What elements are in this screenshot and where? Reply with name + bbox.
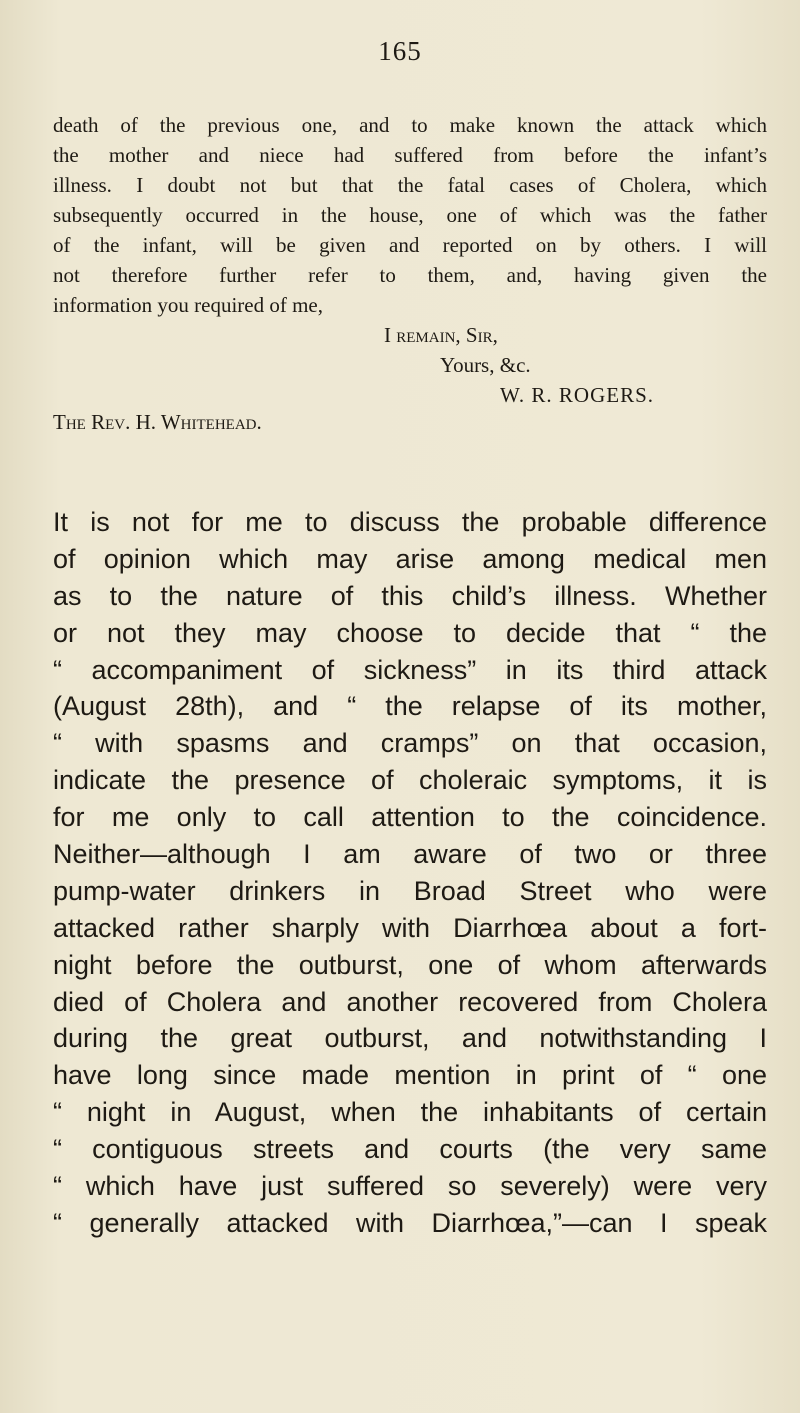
paragraph-line: during the great outburst, and notwithstanding I xyxy=(53,1023,767,1054)
paragraph-line: It is not for me to discuss the probable difference xyxy=(53,507,767,537)
paragraph-line: as to the nature of this child’s illness. Whether xyxy=(53,580,767,611)
paragraph-line: for me only to call attention to the coincidence. xyxy=(53,802,767,833)
letter-line: the mother and niece had suffered from before the infant’s xyxy=(53,143,767,167)
paragraph-line: or not they may choose to decide that “ the xyxy=(53,617,767,648)
paragraph-line: of opinion which may arise among medical men xyxy=(53,543,767,574)
letter-excerpt xyxy=(53,110,767,320)
letter-line: subsequently occurred in the house, one of which was the father xyxy=(53,203,767,227)
letter-closing: I remain, Sir, xyxy=(384,323,498,347)
paragraph-line: night before the outburst, one of whom afterwards xyxy=(53,949,767,980)
letter-line: information you required of me, xyxy=(53,293,324,317)
page-number: 165 xyxy=(378,36,422,66)
paragraph-line: Neither—although I am aware of two or three xyxy=(53,839,767,870)
letter-line: of the infant, will be given and reported on by others. I will xyxy=(53,233,767,257)
paragraph-line: “ night in August, when the inhabitants of certain xyxy=(53,1097,767,1128)
letter-line: illness. I doubt not but that the fatal cases of Cholera, which xyxy=(53,173,767,197)
paragraph-line: “ accompaniment of sickness” in its third attack xyxy=(53,654,767,685)
paragraph-line: “ contiguous streets and courts (the very same xyxy=(53,1134,767,1165)
paragraph-line: “ with spasms and cramps” on that occasion, xyxy=(53,728,767,759)
paragraph-line: attacked rather sharply with Diarrhœa about a fort- xyxy=(53,912,767,943)
main-paragraph xyxy=(53,504,767,1242)
paragraph-line: indicate the presence of choleraic symptoms, it is xyxy=(53,765,767,796)
paragraph-line: have long since made mention in print of “ one xyxy=(53,1060,767,1091)
paragraph-line: (August 28th), and “ the relapse of its mother, xyxy=(53,691,767,722)
paragraph-line: died of Cholera and another recovered from Cholera xyxy=(53,986,767,1017)
paragraph-line: “ generally attacked with Diarrhœa,”—can I speak xyxy=(53,1207,767,1238)
paragraph-line: pump-water drinkers in Broad Street who were xyxy=(53,875,767,906)
letter-line: not therefore further refer to them, and, having given the xyxy=(53,263,767,287)
letter-addressee: The Rev. H. Whitehead. xyxy=(53,410,262,434)
paragraph-line: “ which have just suffered so severely) were very xyxy=(53,1171,767,1202)
letter-line: death of the previous one, and to make known the attack which xyxy=(53,113,767,137)
letter-valediction: Yours, &c. xyxy=(440,353,531,377)
letter-signature: W. R. ROGERS. xyxy=(500,383,655,407)
